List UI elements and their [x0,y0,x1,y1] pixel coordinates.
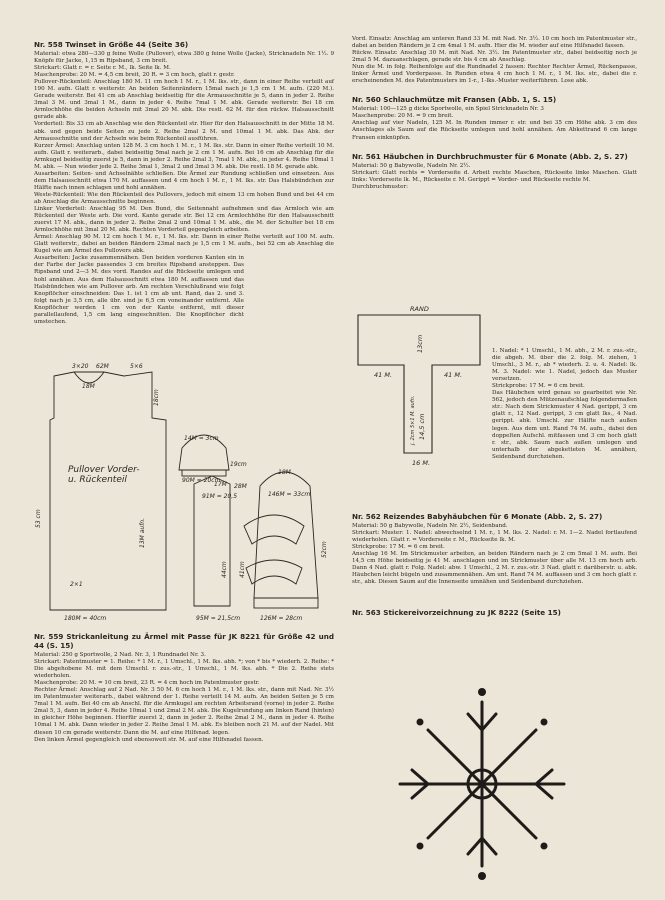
dim-label: 18cm [153,389,160,406]
paragraph: Strickprobe: 17 M. = 6 cm breit. [352,544,445,551]
pullover-title-2: u. Rückenteil [68,475,127,485]
dim-label: 41cm [239,561,246,578]
dim-label: 18M [82,383,95,390]
paragraph: Strickprobe: 17 M. = 6 cm breit. [492,383,585,390]
hood-schematic [352,305,487,475]
dim-label: 18M [278,469,291,476]
knitting-schematics [34,358,334,623]
paragraph: Anschlag 16 M. Im Strickmuster arbeiten, an beiden Rändern nach je 2 cm 5mal 1 M. aufn. Bei 14,5 cm Höhe beidseitig je 41 M. anschlagen und im Strickmuster über alle M. 13 cm hoch arb. Dann 4 Nad. glatt r. Folg. Nadel: abw. 1 Umschl., 2 M. r. zus.-str. 3 Nad. glatt r. darüberstr. u. abk. Häubchen leicht bügeln und zusammennähen. Am unt. Rand 74 M. auffassen und 3 cm hoch glatt r. str., abk. Diesen Saum auf die Innenseite umnähen und Seidenband durchziehen. [352,551,637,586]
dim-label: j. 2cm 5×1 M. aufn. [410,395,416,445]
heading-nr563: Nr. 563 Stickereivorzeichnung zu JK 8222 (Seite 15) [352,608,561,618]
right-column-562 [352,508,637,619]
paragraph: Rechter Ärmel: Anschlag auf 2 Nad. Nr. 3 50 M. 6 cm hoch 1 M. r., 1 M. lks. str., dann mit Nad. Nr. 3½ im Patentmuster weiterarb., dabei während der 1. Reihe verteilt 14 M. aufn. An beiden Seiten je 5 cm 7mal 1 M. aufn. Bei 40 cm ab Anschl. für die Armkugel am rechten Arbeitsrand (vorne) in jeder 2. Reihe 2mal 5, 3, dann in jeder 4. Reihe 10mal 1 und 2mal 2 M. abk. Die Kugelrundung am linken Rand (hinten) in gleicher Höhe beginnen. Hierfür zuerst 2, dann in jeder 2. Reihe 2mal 2 M., dann in jeder 4. Reihe 10mal 1 M. abk. Dann wieder in jeder 2. Reihe 3mal 1 M. abk. Es bleiben noch 21 M. auf der Nadel. Mit diesen 10 cm gerade weiterstr. Dann die M. auf eine Hilfsnad. legen. [34,687,334,736]
dim-label: 53 cm [35,509,42,528]
dim-label: 5×6 [130,363,143,370]
paragraph: Ärmel: Anschlag 90 M. 12 cm hoch 1 M. r., 1 M. lks. str. Dann in einer Reihe verteilt auf 100 M. aufn. Glatt weiterstr., dabei an beiden Rändern 23mal nach je 1,5 cm 1 M. aufn., bei 52 cm ab Anschlag die Kugel wie am Ärmel des Pullovers abk. [34,234,334,255]
paragraph: Nun die M. in folg. Reihenfolge auf die Rundnadel 2 fassen: Rechter Rechter Ärmel, Rückenpasse, linker Ärmel und Vorderpasse. In Runden etwa 4 cm hoch 1 M. r., 1 M. lks. str., dabei die r. erscheinenden M. des Patentmusters im 1-r., 1-lks.-Muster weiterführen. Lose abk. [352,64,637,85]
paragraph: Strickart: Glatt r. = r. Seite r. M., lk. Seite lk. M. [34,65,171,72]
dim-label: 14,5 cm [418,413,426,440]
heading-nr558: Nr. 558 Twinset in Größe 44 (Seite 36) [34,40,189,49]
dim-label: 180M = 40cm [64,615,107,622]
dim-label: 90M = 20cm [182,477,221,484]
dim-label: 146M = 33cm [268,491,311,498]
heading-nr561: Nr. 561 Häubchen in Durchbruchmuster für 6 Monate (Abb. 2, S. 27) [352,151,628,161]
paragraph: Material: 100—125 g dicke Sportwolle, ein Spiel Stricknadeln Nr. 3 [352,106,544,113]
paragraph: Den linken Ärmel gegengleich und ebensoweit str. M. auf eine Hilfsnadel fassen. [34,736,264,743]
paragraph: Vorderteil: Bis 33 cm ab Anschlag wie den Rückenteil str. Hier für den Halsausschnitt in der Mitte 18 M. abk. und gegen beide Seiten zu jede 2. Reihe 2mal 2 M. und 10mal 1 M. abk. Das Abk. der Armausschnitte und der Achseln wie beim Rückenteil ausführen. [34,121,334,142]
dim-label: RAND [410,305,429,313]
paragraph: Linker Vorderteil: Anschlag 95 M. Den Bund, die Seitennaht aufnehmen und das Armloch wie am Rückenteil der Weste arb. Die vord. Kante gerade str. Bei 12 cm Armlochhöhe für den Halsausschnitt zuerst 17 M. abk., dann in jeder 2. Reihe 2mal 2 und 10mal 1 M. abk., die M. der Schulter bei 18 cm Armlochhöhe mit 3mal 20 M. abk. Rechten Vorderteil gegengleich arbeiten. [34,206,334,234]
dim-label: 62M [96,363,109,370]
heading-nr559: Nr. 559 Strickanleitung zu Ärmel mit Passe für JK 8221 für Größe 42 und 44 (S. 15) [34,632,334,650]
paragraph: Maschenprobe: 20 M. = 9 cm breit. [352,113,454,120]
dim-label: 16 M. [412,459,431,467]
dim-label: 19cm [230,461,247,468]
paragraph: Strickart: Muster: 1. Nadel: abwechselnd 1 M. r., 1 M. lks. 2. Nadel: r. M. 1—2. Nadel fortlaufend wiederholen. Glatt r. = Vorderseite r. M., Rückseite lk. M. [352,530,637,544]
dim-label: 41 M. [444,371,463,379]
pullover-title-1: Pullover Vorder- [68,465,140,475]
dim-label: 41 M. [374,371,393,379]
heading-nr560: Nr. 560 Schlauchmütze mit Fransen (Abb. 1, S. 15) [352,95,557,105]
paragraph: Strickart: Glatt rechts = Vorderseite d. Arbeit rechte Maschen, Rückseite linke Maschen. Glatt links: Vorderseite lk. M., Rückseite r. M. Gerippt = Vorder- und Rückseite rechte M. [352,169,637,183]
dim-label: 3×20 [72,363,89,370]
dim-label: 13M aufn. [139,517,146,548]
embroidery-motif-icon [392,684,572,884]
dim-label: 28M [234,483,247,490]
dim-label: 13cm [416,334,424,353]
pullover-outline [50,372,166,610]
left-column [34,36,334,326]
dim-label: 52cm [321,541,328,558]
paragraph: Material: 250 g Sportwolle, 2 Nad. Nr. 3, 1 Rundnadel Nr. 3. [34,652,206,658]
paragraph: Maschenprobe: 20 M. = 10 cm breit, 23 R. = 4 cm hoch im Patentmuster gestr. [34,680,260,687]
right-column [352,36,637,191]
dim-label: 17M [214,481,227,488]
paragraph: Pullover-Rückenteil: Anschlag 180 M. 11 cm hoch 1 M. r., 1 M. lks. str., dann in einer Reihe verteilt auf 190 M. aufn. Glatt r. weiterstr. An beiden Seitenrändern 15mal nach je 1,5 cm 1 M. aufn. (220 M.). Gerade weiterstr. Bei 41 cm ab Anschlag beidseitig für die Armausschnitte je 5, dann in jeder 2. Reihe 3mal 3 M. und 3mal 1 M., dann in jeder 4. Reihe 7mal 1 M. abk. Gerade weiterstr. Bei 18 cm Armlochhöhe die beiden Achseln mit 3mal 20 M. abk. Die restl. 62 M. für den rückw. Halsausschnitt gerade abk. [34,79,334,121]
heading-nr562: Nr. 562 Reizendes Babyhäubchen für 6 Monate (Abb. 2, S. 27) [352,512,603,521]
paragraph: Material: etwa 280—330 g feine Wolle (Pullover), etwa 380 g feine Wolle (Jacke), Stricknadeln Nr. 1½. 9 Knöpfe für Jacke, 1,15 m Ripsband, 3 cm breit. [34,51,334,65]
paragraph: Ausarbeiten: Jacke zusammennähen. Den beiden vorderen Kanten ein in der Farbe der Jacke passendes 3 cm breites Ripsband ansteppen. Das Ripsband und 2—3 M. des vord. Randes auf die Rückseite umlegen und hohl annähen. Aus dem Halsausschnitt etwa 180 M. auffassen und das Halsbündchen wie am Pullover arb. Am rechten Verschlußrand wie folgt Knopflöcher einschneiden: Das 1. ist 1 cm ab unt. Rand, das 2. und 3. folgt nach je 3,5 cm, alle übr. sind je 6,5 cm voneinander entfernt. Alle Knopflöcher werden 1 cm von der Kante entfernt, mit dieser parallellaufend, 1,5 cm lang eingeschnitten. Die Knopflöcher dicht umstechen. [34,255,244,325]
dim-label: 44cm [221,561,228,578]
dim-label: 2×1 [70,581,83,588]
dim-label: 126M = 28cm [260,615,303,622]
paragraph: Anschlag auf vier Nadeln, 125 M. In Runden immer r. str. und bei 35 cm Höhe abk. 3 cm des Anschlages als Saum auf die Rückseite umlegen und hohl annähen. Am Abkettrand 6 cm lange Fransen einknüpfen. [352,120,637,141]
right-column-561-cont [492,348,637,461]
paragraph: Vord. Einsatz: Anschlag am unteren Rand 33 M. mit Nad. Nr. 3½. 10 cm hoch im Patentmuster str., dabei an beiden Rändern je 2 cm 4mal 1 M. aufn. Hier die M. wieder auf eine Hilfsnadel fassen. [352,36,637,50]
dim-label: 91M = 20,5 [202,493,238,500]
paragraph: Ausarbeiten: Seiten- und Achselnähte schließen. Die Ärmel zur Rundung schließen und einsetzen. Aus dem Halsausschnitt etwa 170 M. auffassen und 4 cm hoch 1 M. r., 1 M. lks. str. Das Halsbündchen zur Hälfte nach innen schlagen und hohl annähen. [34,170,334,191]
paragraph: Rückw. Einsatz: Anschlag 30 M. mit Nad. Nr. 3½. Im Patentmuster str., dabei beidseitig noch je 2mal 5 M. dazuanschlagen, gerade str. bis 4 cm ab Anschlag. [352,50,637,64]
paragraph: Durchbruchmuster: [352,183,408,190]
paragraph: Kurzer Ärmel: Anschlag unten 128 M. 3 cm hoch 1 M. r., 1 M. lks. str. Dann in einer Reihe verteilt 10 M. aufn. Glatt r. weiterarb., dabei beidseitig 5mal nach je 2 cm 1 M. aufn. Bei 16 cm ab Anschlag für die Armkugel beidseitig zuerst je 5, dann in jeder 2. Reihe 2mal 3, 7mal 1 M. abk., in jeder 4. Reihe 10mal 1 M. abk. — Nun wieder jede 2. Reihe 3mal 1, 3mal 2 und 3mal 3 M. abk. Die restl. 18 M. gerade abk. [34,142,334,170]
paragraph: Strickart: Patentmuster = 1. Reihe: * 1 M. r., 1 Umschl., 1 M. lks. abh. *; von * bis * wiederh. 2. Reihe: * Die abgehobene M. mit dem Umschl. r. zus.-str., 1 Umschl., 1 M. lks. abh. * Die 2. Reihe stets wiederholen. [34,659,334,680]
dim-label: 14M = 3cm [184,435,219,442]
paragraph: Material: 50 g Babywolle, Nadeln Nr. 2½, Seidenband. [352,523,508,529]
paragraph: Maschenprobe: 20 M. = 4,5 cm breit, 20 R. = 3 cm hoch, glatt r. gestr. [34,72,235,79]
paragraph: Material: 50 g Babywolle, Nadeln Nr. 2½. [352,162,471,169]
paragraph: Weste-Rückenteil: Wie den Rückenteil des Pullovers, jedoch mit einem 13 cm hohen Bund und bei 44 cm ab Anschlag die Armausschnitte beginnen. [34,191,334,205]
paragraph: Das Häubchen wird genau so gearbeitet wie Nr. 562, jedoch den Mützenaufschlag folgendermaßen str.: Nach dem Strickmuster 4 Nad. gerippt, 3 cm glatt r., 12 Nad. gerippt, 3 cm glatt lks., 4 Nad. gerippt. abk. Umschl. zur Hälfte nach außen legen. Aus dem unt. Rand 74 M. aufn., dabei den doppelten Aufschl. mitfassen und 3 cm hoch glatt r. str., abk. Saum nach außen umlegen und unterhalb der abgeketteten M. annähen, Seidenband durchziehen. [492,390,637,460]
paragraph: 1. Nadel: * 1 Umschl., 1 M. abh., 2 M. r. zus.-str., die abgeh. M. über die 2. folg. M. ziehen, 1 Umschl., 3 M. r., ab * wiederh. 2. u. 4. Nadel: lk. M. 3. Nadel: wie 1. Nadel, jedoch das Muster versetzen. [492,348,637,383]
left-column-559 [34,628,334,744]
dim-label: 95M = 21,5cm [196,615,241,622]
